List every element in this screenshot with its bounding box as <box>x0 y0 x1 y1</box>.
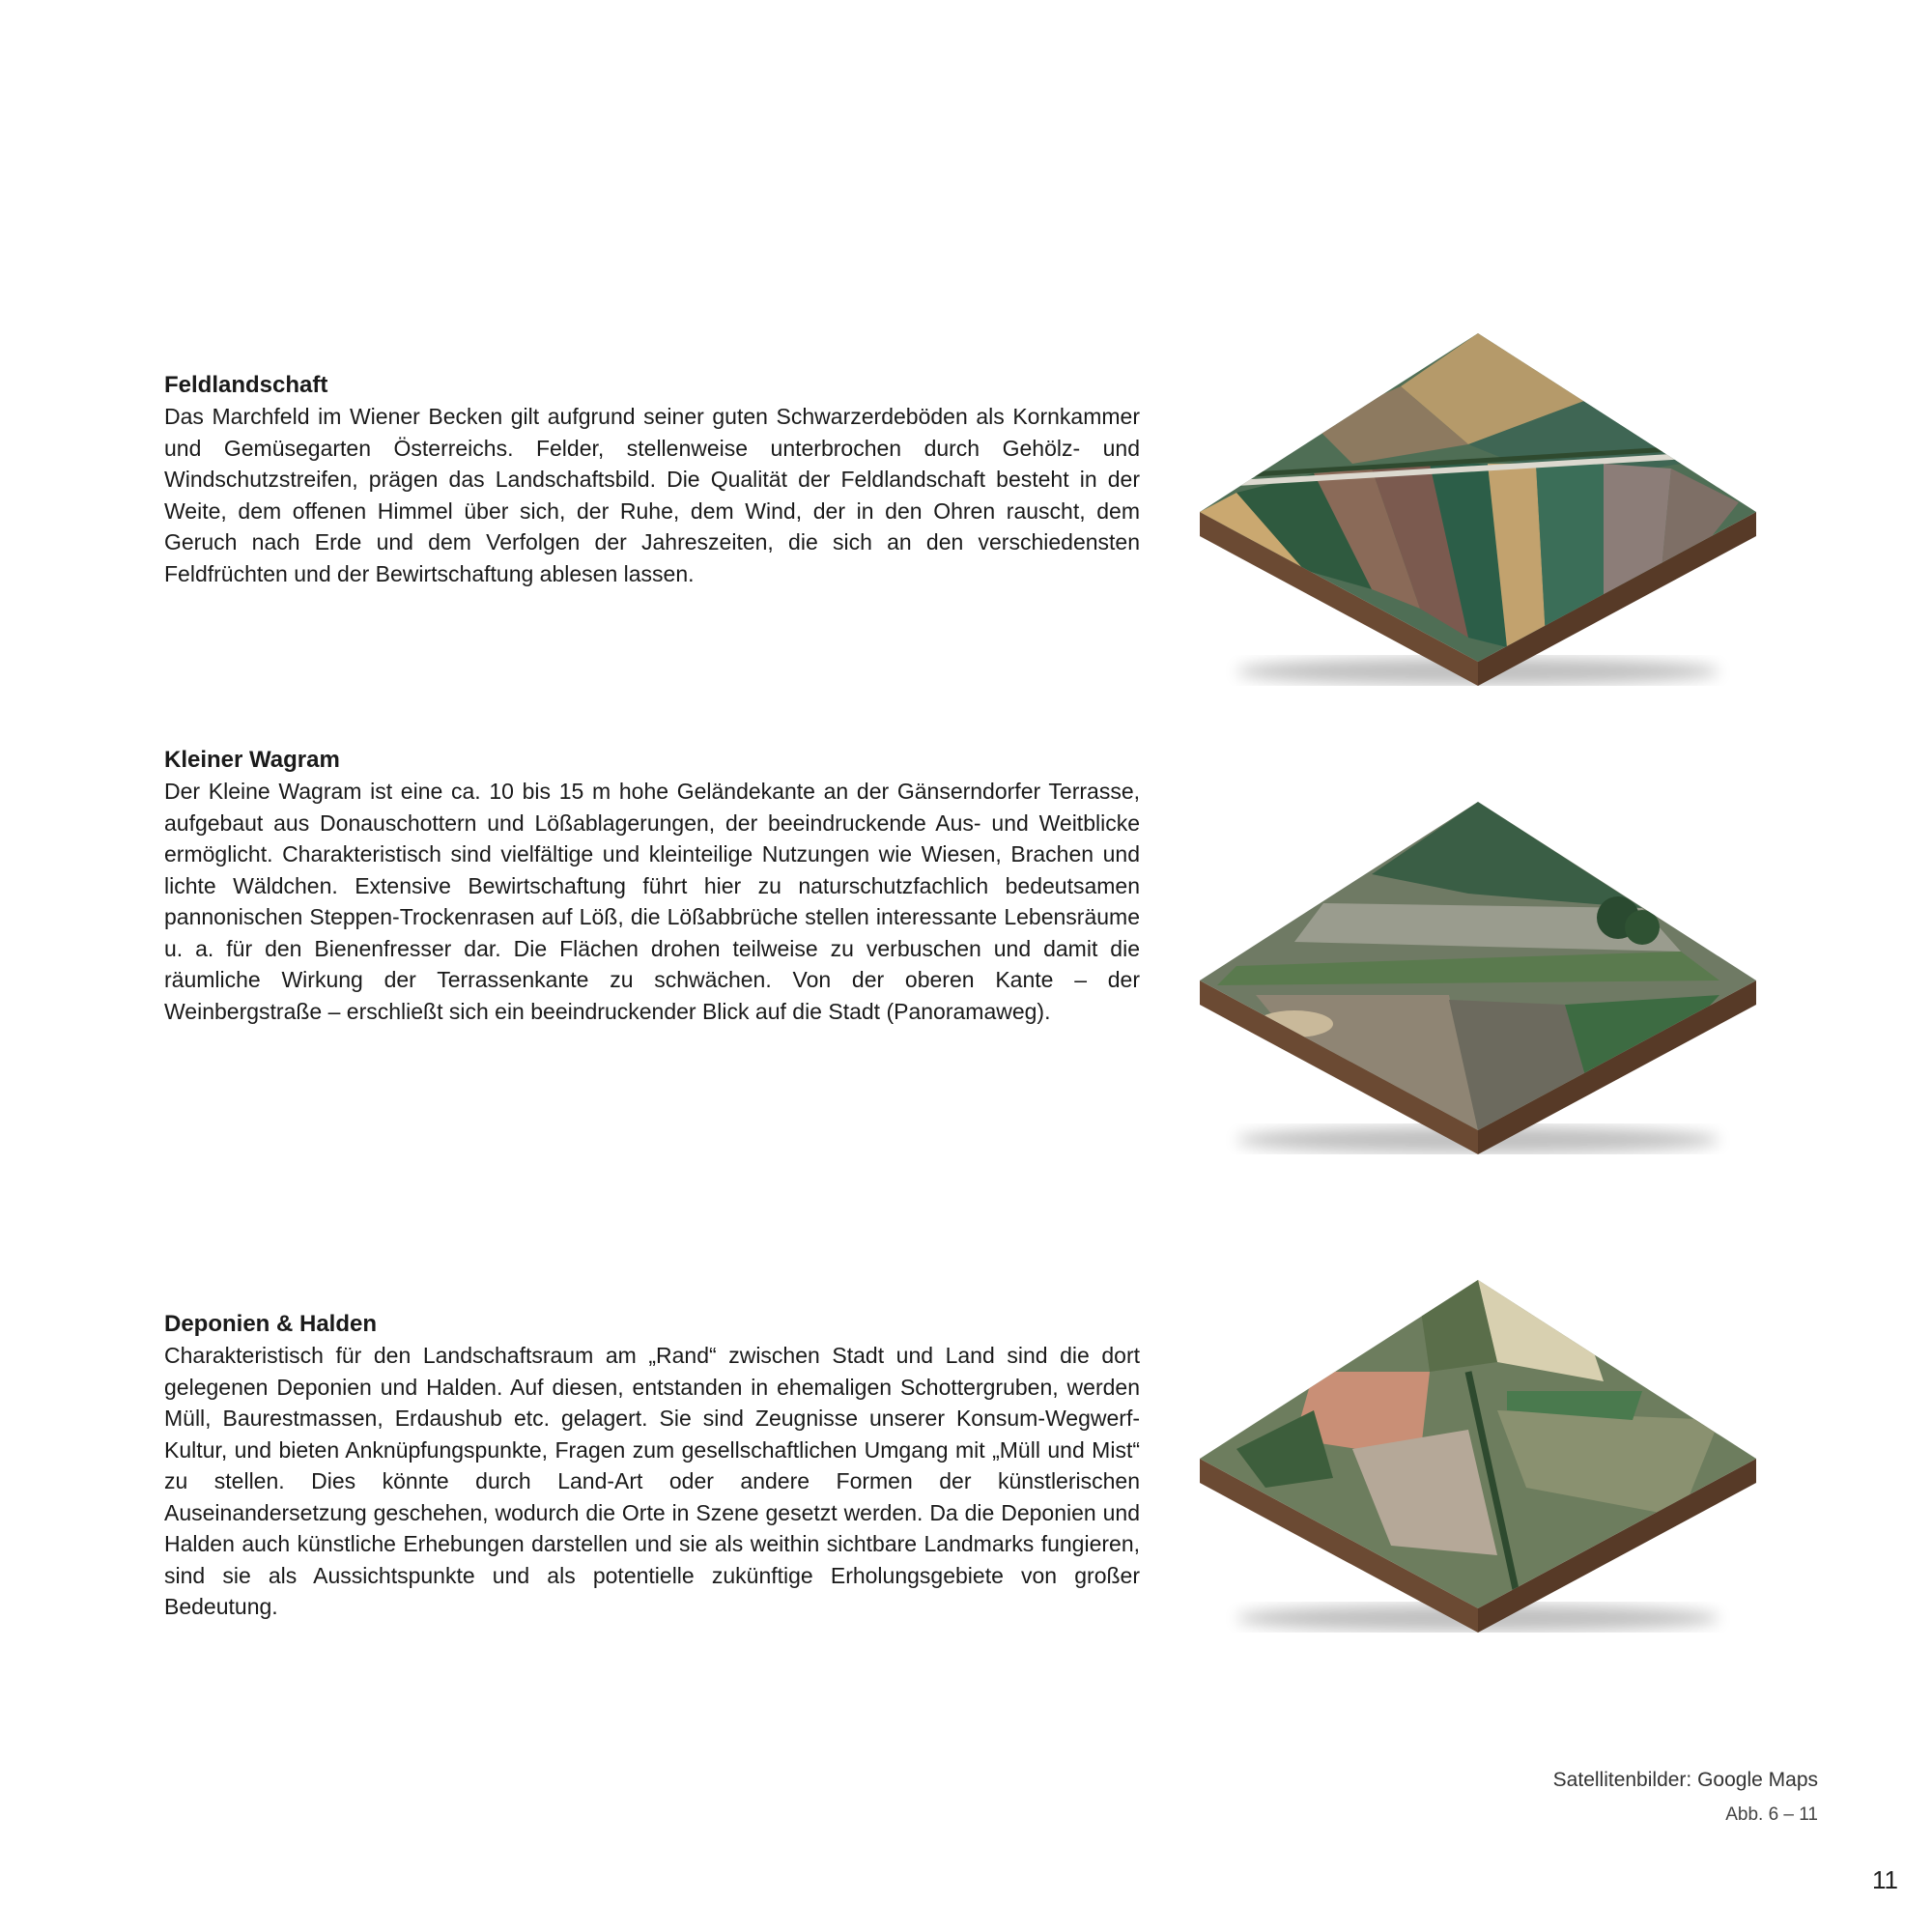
aerial-tile-kleiner-wagram <box>1179 787 1777 1154</box>
page-number: 11 <box>1872 1865 1898 1894</box>
figure-reference: Abb. 6 – 11 <box>1725 1804 1818 1825</box>
section-body: Charakteristisch für den Landschaftsraum am „Rand“ zwischen Stadt und Land sind die dort gelegenen Deponien und Halden. Auf diesen, entstanden in ehemaligen Schottergruben, werden Müll, Baurestmassen, Erdaushub etc. gelagert. Sie sind Zeugnisse unserer Konsum-Wegwerf-Kultur, und bieten Anknüpfungspunkte, Fragen zum gesellschaftlichen Umgang mit „Müll und Mist“ zu stellen. Dies könnte durch Land-Art oder andere Formen der künstlerischen Auseinandersetzung geschehen, wodurch die Orte in Szene gesetzt werden. Da die Deponien und Halden auch künstliche Erhebungen darstellen und sie als weithin sichtbare Landmarks fungieren, sind sie als Aussichtspunkte und als potentielle zukünftige Erholungsgebiete von großer Bedeutung. <box>164 1343 1140 1619</box>
aerial-tile-feldlandschaft <box>1179 319 1777 686</box>
section-feldlandschaft <box>164 370 1140 589</box>
section-title: Deponien & Halden <box>164 1311 378 1337</box>
section-kleiner-wagram <box>164 745 1140 1027</box>
section-body: Der Kleine Wagram ist eine ca. 10 bis 15 m hohe Geländekante an der Gänserndorfer Terrasse, aufgebaut aus Donauschottern und Lößablagerungen, der beeindruckende Aus- und Weitblicke ermöglicht. Charakteristisch sind vielfältige und kleinteilige Nutzungen wie Wiesen, Brachen und lichte Wäldchen. Extensive Bewirtschaftung führt hier zu naturschutzfachlich bedeutsamen pannonischen Steppen-Trockenrasen auf Löß, die Lößabbrüche stellen interessante Lebensräume u. a. für den Bienenfresser dar. Die Flächen drohen teilweise zu verbuschen und damit die räumliche Wirkung der Terrassenkante zu schwächen. Von der oberen Kante – der Weinbergstraße – erschließt sich ein beeindruckender Blick auf die Stadt (Panoramaweg). <box>164 779 1140 1024</box>
aerial-tile-deponien-halden <box>1179 1265 1777 1633</box>
section-body: Das Marchfeld im Wiener Becken gilt aufgrund seiner guten Schwarzerdeböden als Kornkammer und Gemüsegarten Österreichs. Felder, stellenweise unterbrochen durch Gehölz- und Windschutzstreifen, prägen das Landschaftsbild. Die Qualität der Feldlandschaft besteht in der Weite, dem offenen Himmel über sich, der Ruhe, dem Wind, der in den Ohren rauscht, dem Geruch nach Erde und dem Verfolgen der Jahreszeiten, die sich an den verschiedensten Feldfrüchten und der Bewirtschaftung ablesen lassen. <box>164 404 1140 586</box>
section-title: Feldlandschaft <box>164 372 328 398</box>
image-source-caption: Satellitenbilder: Google Maps <box>1552 1769 1818 1791</box>
section-title: Kleiner Wagram <box>164 747 340 773</box>
section-deponien-halden <box>164 1309 1140 1623</box>
